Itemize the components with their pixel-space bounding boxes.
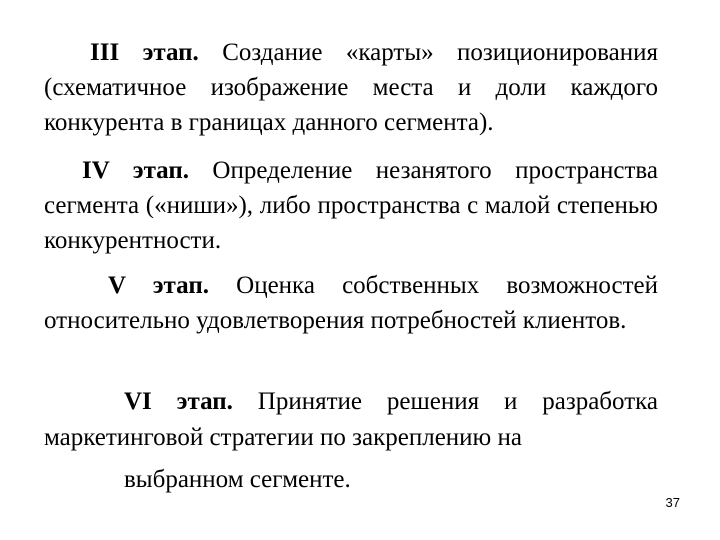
- stage-6-heading: VI этап.: [124, 388, 233, 415]
- stage-3-text: Создание «карты» позиционирования (схематичное изображение места и доли каждого конкурента в границах данного сегмента).: [44, 39, 658, 136]
- stage-3-paragraph: [44, 35, 658, 140]
- stage-5-paragraph: [44, 268, 658, 338]
- stage-3-heading: III этап.: [90, 39, 199, 66]
- page-number: 37: [665, 495, 680, 510]
- stage-6-text-last-line: выбранном сегменте.: [124, 466, 351, 493]
- stage-4-text: Определение незанятого пространства сегмента («ниши»), либо пространства с малой степенью конкурентности.: [44, 157, 658, 254]
- stage-4-heading: IV этап.: [82, 157, 189, 184]
- stage-6-paragraph: [44, 384, 658, 498]
- stage-6-text: Принятие решения и разработка маркетинговой стратегии по закреплению на: [44, 388, 658, 451]
- stage-5-text: Оценка собственных возможностей относительно удовлетворения потребностей клиентов.: [44, 272, 658, 334]
- stage-4-paragraph: [44, 153, 658, 258]
- stage-5-heading: V этап.: [108, 272, 209, 299]
